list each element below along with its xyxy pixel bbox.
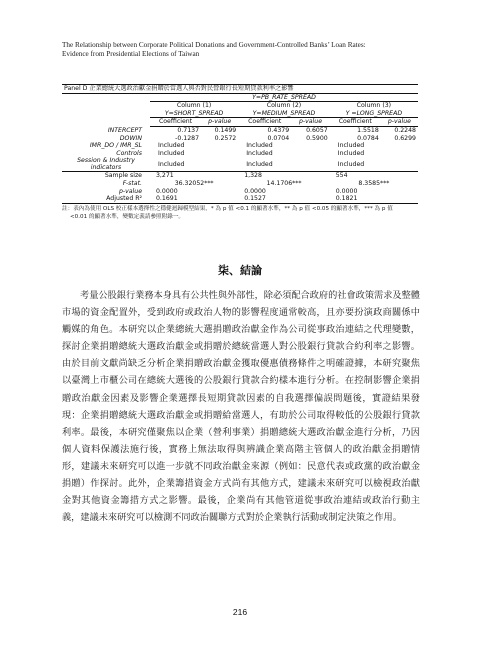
table-cell: Included xyxy=(246,160,273,168)
row-label: p-value xyxy=(118,187,142,195)
table-cell: 1,328 xyxy=(238,172,330,180)
table-cell: Included xyxy=(337,160,365,168)
header-line-1: The Relationship between Corporate Political Donations and Government-Controlled Banks’ Loan Rates: xyxy=(62,41,366,49)
table-cell: 0.6057 xyxy=(306,126,328,134)
table-cell: 554 xyxy=(330,172,418,180)
table-row xyxy=(62,157,418,172)
table-cell: 0.1691 xyxy=(150,195,238,203)
table-cell: 0.4379 xyxy=(267,126,290,134)
note-line-1: 註：表內為使用 OLS 校正樣本選擇性之穩健迴歸模型結果，* 為 p 值 <0.1 的顯著水準，** 為 p 值 <0.05 的顯著水準，*** 為 p 值 xyxy=(62,205,393,212)
row-label: F-stat. xyxy=(122,179,142,187)
note-line-2: <0.01 的顯著水準，變數定義請參照附錄一。 xyxy=(70,214,185,221)
row-label: Controls xyxy=(116,149,142,157)
table-cell: 0.1499 xyxy=(214,126,237,134)
table-row xyxy=(62,195,418,203)
table-cell: 0.1821 xyxy=(330,195,418,203)
subheader: p-value xyxy=(381,118,418,127)
table-cell: 36.32052*** xyxy=(174,179,214,187)
column-1-dep: Y=SHORT_SPREAD xyxy=(150,110,238,118)
table-cell: 0.0704 xyxy=(267,134,290,142)
running-header xyxy=(62,41,422,60)
table-cell: 0.0000 xyxy=(156,187,178,195)
table-cell: 1.5518 xyxy=(357,126,379,134)
subheader: Coefficient xyxy=(330,118,381,127)
table-cell: 14.1706*** xyxy=(266,179,302,187)
table-cell: 0.2248 xyxy=(394,126,416,134)
row-label: INTERCEPT xyxy=(107,126,142,134)
table-row xyxy=(62,188,418,196)
table-cell: Included xyxy=(337,149,365,157)
column-2-header: Column (2) xyxy=(266,102,302,110)
row-label: IMR_DO / IMR_SL xyxy=(89,142,142,150)
page-number: 216 xyxy=(232,607,248,617)
subheader: Coefficient xyxy=(150,118,201,127)
dependent-variable: Y=PB_RATE_SPREAD xyxy=(150,93,418,102)
row-label: DOWIN xyxy=(119,134,142,142)
table-row xyxy=(62,142,418,150)
panel-title: Panel D 企業總統大選政治獻金捐贈於當選人與否對民營銀行長短期貸款利率之影響 xyxy=(62,85,418,94)
column-1-header: Column (1) xyxy=(176,102,212,110)
table-cell: 0.6299 xyxy=(394,134,416,142)
subheader: Coefficient xyxy=(238,118,291,127)
table-cell: -0.1287 xyxy=(175,134,200,142)
table-cell: 0.0784 xyxy=(357,134,379,142)
table-cell: 0.5900 xyxy=(306,134,328,142)
regression-table xyxy=(62,84,418,222)
table-cell: 0.0000 xyxy=(244,187,266,195)
table-cell: 0.7137 xyxy=(177,126,200,134)
header-line-2: Evidence from Presidential Elections of Taiwan xyxy=(62,50,200,59)
column-2-dep: Y=MEDIUM_SPREAD xyxy=(238,110,330,118)
table-row xyxy=(62,135,418,143)
row-label: Sample size xyxy=(62,172,150,180)
table-row xyxy=(62,172,418,180)
table-cell: Included xyxy=(246,149,273,157)
column-3-dep: Y =LONG_SPREAD xyxy=(330,110,418,118)
table-cell: Included xyxy=(337,142,365,150)
table-cell: 0.1527 xyxy=(238,195,330,203)
table-row xyxy=(62,126,418,134)
table-cell: Included xyxy=(158,149,185,157)
table-row xyxy=(62,180,418,188)
table-cell: 8.3585*** xyxy=(358,179,390,187)
subheader: p-value xyxy=(201,118,238,127)
column-3-header: Column (3) xyxy=(356,102,392,110)
section-title: 柒、結論 xyxy=(218,264,262,277)
table-note xyxy=(62,205,418,222)
table-cell: 3,271 xyxy=(150,172,238,180)
conclusion-paragraph: 考量公股銀行業務本身具有公共性與外部性，除必須配合政府的社會政策需求及整體市場的資金配置外，受到政府或政治人物的影響程度通常較高，且亦要扮演政商關係中觸媒的角色。本研究以企業總統大選捐贈政治獻金作為公司從事政治連結之代理變數，探討企業捐贈總統大選政治獻金或捐贈於總統當選人對公股銀行貸款合約利率之影響。由於目前文獻尚缺乏分析企業捐贈政治獻金獲取優惠債務條件之明確證據，本研究聚焦以臺灣上市櫃公司在總統大選後的公股銀行貸款合約樣本進行分析。在控制影響企業捐贈政治獻金因素及影響企業選擇長短期貸款因素的自我選擇偏誤問題後，實證結果發現：企業捐贈總統大選政治獻金或捐贈給當選人，有助於公司取得較低的公股銀行貸款利率。最後，本研究僅聚焦以企業（營利事業）捐贈總統大選政治獻金進行分析，乃因個人資料保護法施行後，實務上無法取得與辨識企業高階主管個人的政治獻金捐贈情形，建議未來研究可以進一步就不同政治獻金來源（例如：民意代表或政黨的政治獻金捐贈）作探討。此外，企業籌措資金方式尚有其他方式，建議未來研究可以檢視政治獻金對其他資金籌措方式之影響。最後，企業尚有其他管道從事政治連結或政治行動主義，建議未來研究可以檢測不同政治關聯方式對於企業執行活動或制定決策之作用。 xyxy=(62,290,420,524)
row-label: Session & Industry indicators xyxy=(77,157,135,172)
subheader: p-value xyxy=(291,118,330,127)
table-cell: 0.0000 xyxy=(335,187,358,195)
table-cell: Included xyxy=(158,142,185,150)
table-cell: Included xyxy=(246,142,273,150)
row-label: Adjusted R² xyxy=(62,195,150,203)
table-cell: Included xyxy=(158,160,185,168)
table-cell: 0.2572 xyxy=(214,134,237,142)
